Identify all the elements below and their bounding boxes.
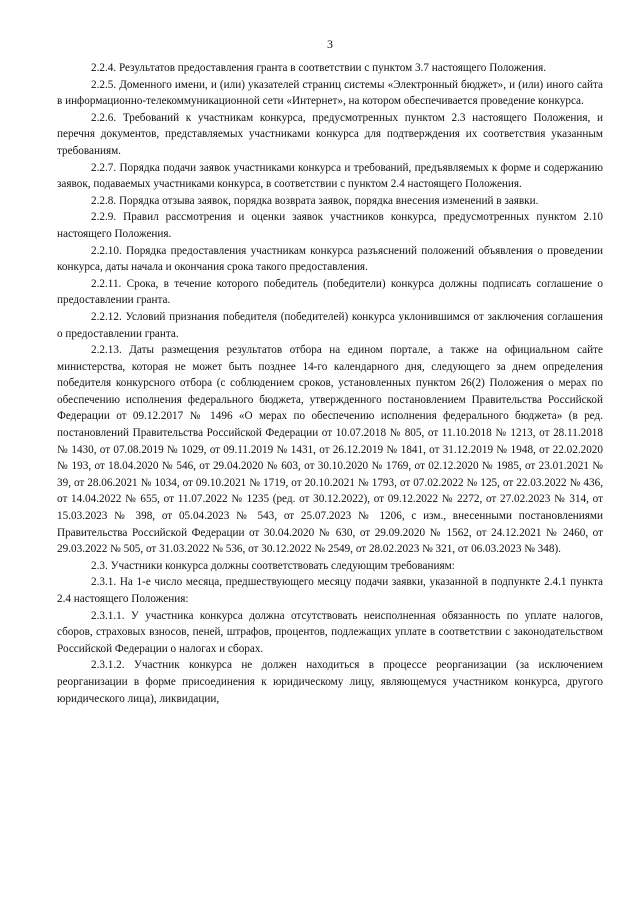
paragraph-2-2-7: 2.2.7. Порядка подачи заявок участниками конкурса и требований, предъявляемых к форме и содержанию заявок, подаваемых участниками конкурса, в соответствии с пунктом 2.4 настоящего Положения. (57, 161, 603, 191)
paragraph-2-2-6: 2.2.6. Требований к участникам конкурса, предусмотренных пунктом 2.3 настоящего Положения, и перечня документов, представляемых участниками конкурса для подтверждения их соответствия указанным требованиям. (57, 111, 603, 157)
page-number: 3 (327, 37, 333, 51)
paragraph-2-2-9: 2.2.9. Правил рассмотрения и оценки заявок участников конкурса, предусмотренных пунктом 2.10 настоящего Положения. (57, 211, 603, 240)
paragraph-2-2-8: 2.2.8. Порядка отзыва заявок, порядка возврата заявок, порядка внесения изменений в заявки. (91, 194, 539, 207)
paragraph-2-3-1-1: 2.3.1.1. У участника конкурса должна отсутствовать неисполненная обязанность по уплате налогов, сборов, страховых взносов, пеней, штрафов, процентов, подлежащих уплате в соответствии с законодательством Российской Федерации о налогах и сборах. (57, 609, 603, 655)
paragraph-2-2-11: 2.2.11. Срока, в течение которого победитель (победители) конкурса должны подписать соглашение о предоставлении гранта. (57, 277, 603, 307)
paragraph-2-3-1: 2.3.1. На 1-е число месяца, предшествующего месяцу подачи заявки, указанной в подпункте 2.4.1 пункта 2.4 настоящего Положения: (57, 576, 603, 605)
paragraph-2-2-5: 2.2.5. Доменного имени, и (или) указателей страниц системы «Электронный бюджет», и (или) иного сайта в информационно-телекоммуникационной сети «Интернет», на котором обеспечивается проведение конкурса. (57, 78, 603, 108)
paragraph-2-2-10: 2.2.10. Порядка предоставления участникам конкурса разъяснений положений объявления о проведении конкурса, даты начала и окончания срока такого предоставления. (57, 244, 603, 274)
paragraph-2-2-12: 2.2.12. Условий признания победителя (победителей) конкурса уклонившимся от заключения соглашения о предоставлении гранта. (57, 310, 603, 340)
paragraph-2-3: 2.3. Участники конкурса должны соответствовать следующим требованиям: (91, 559, 455, 572)
paragraph-2-3-1-2: 2.3.1.2. Участник конкурса не должен находиться в процессе реорганизации (за исключением реорганизации в форме присоединения к юридическому лицу, являющемуся участником конкурса, другого юридического лица), ликвидации, (57, 659, 603, 705)
paragraph-2-2-4: 2.2.4. Результатов предоставления гранта в соответствии с пунктом 3.7 настоящего Положения. (91, 62, 547, 74)
paragraph-2-2-13: 2.2.13. Даты размещения результатов отбора на едином портале, а также на официальном сайте министерства, которая не может быть позднее 14-го календарного дня, следующего за днем определения победителя конкурсного отбора (с соблюдением сроков, установленных пунктом 26(2) Положения о мерах по обеспечению исполнения федерального бюджета, утвержденного постановлением Правительства Российской Федерации от 09.12.2017 № 1496 «О мерах по обеспечению исполнения федерального бюджета» (в ред. постановлений Правительства Российской Федерации от 10.07.2018 № 805, от 11.10.2018 № 1213, от 28.11.2018 № 1430, от 07.08.2019 № 1029, от 09.11.2019 № 1431, от 26.12.2019 № 1841, от 31.12.2019 № 1948, от 22.02.2020 № 193, от 18.04.2020 № 546, от 29.04.2020 № 603, от 30.10.2020 № 1769, от 02.12.2020 № 1985, от 23.01.2021 № 39, от 28.06.2021 № 1034, от 09.10.2021 № 1719, от 20.10.2021 № 1793, от 07.02.2022 № 125, от 22.03.2022 № 436, от 14.04.2022 № 655, от 11.07.2022 № 1235 (ред. от 30.12.2022), от 09.12.2022 № 2272, от 27.02.2023 № 314, от 15.03.2023 № 398, от 05.04.2023 № 543, от 25.07.2023 № 1206, с изм., внесенными постановлениями Правительства Российской Федерации от 30.04.2020 № 630, от 29.09.2020 № 1562, от 24.12.2021 № 2460, от 29.03.2022 № 505, от 31.03.2022 № 536, от 30.12.2022 № 2549, от 28.02.2023 № 321, от 06.03.2023 № 348). (57, 344, 603, 556)
